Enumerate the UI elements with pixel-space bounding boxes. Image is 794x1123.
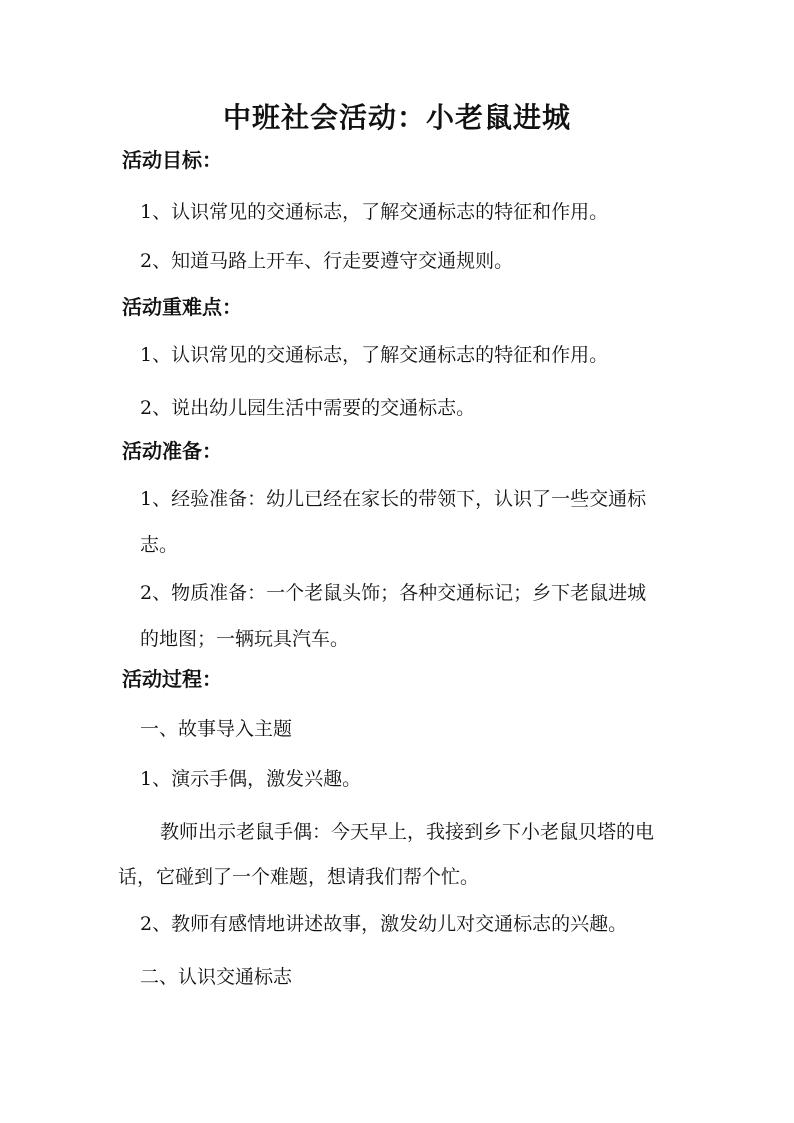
goal-item-1: 1、认识常见的交通标志，了解交通标志的特征和作用。 (140, 201, 609, 223)
process-item-5: 二、认识交通标志 (140, 966, 293, 988)
page-title: 中班社会活动：小老鼠进城 (222, 101, 571, 134)
preparation-item-1-line-1: 1、经验准备：幼儿已经在家长的带领下，认识了一些交通标 (140, 488, 647, 510)
section-heading-goals: 活动目标： (122, 148, 222, 172)
preparation-item-1-line-2: 志。 (140, 534, 179, 556)
process-item-4: 2、教师有感情地讲述故事，激发幼儿对交通标志的兴趣。 (140, 913, 628, 935)
preparation-item-2-line-2: 的地图；一辆玩具汽车。 (140, 628, 350, 650)
goal-item-2: 2、知道马路上开车、行走要遵守交通规则。 (140, 250, 514, 272)
process-item-3-line-1: 教师出示老鼠手偶：今天早上，我接到乡下小老鼠贝塔的电 (160, 821, 655, 843)
section-heading-key-points: 活动重难点： (122, 295, 242, 319)
section-heading-preparation: 活动准备： (122, 439, 222, 463)
process-item-3-line-2: 话，它碰到了一个难题，想请我们帮个忙。 (118, 866, 480, 888)
process-item-1: 一、故事导入主题 (140, 718, 293, 740)
key-point-item-1: 1、认识常见的交通标志，了解交通标志的特征和作用。 (140, 344, 609, 366)
preparation-item-2-line-1: 2、物质准备：一个老鼠头饰；各种交通标记；乡下老鼠进城 (140, 582, 647, 604)
process-item-2: 1、演示手偶，激发兴趣。 (140, 768, 362, 790)
section-heading-process: 活动过程： (122, 667, 222, 691)
key-point-item-2: 2、说出幼儿园生活中需要的交通标志。 (140, 397, 476, 419)
